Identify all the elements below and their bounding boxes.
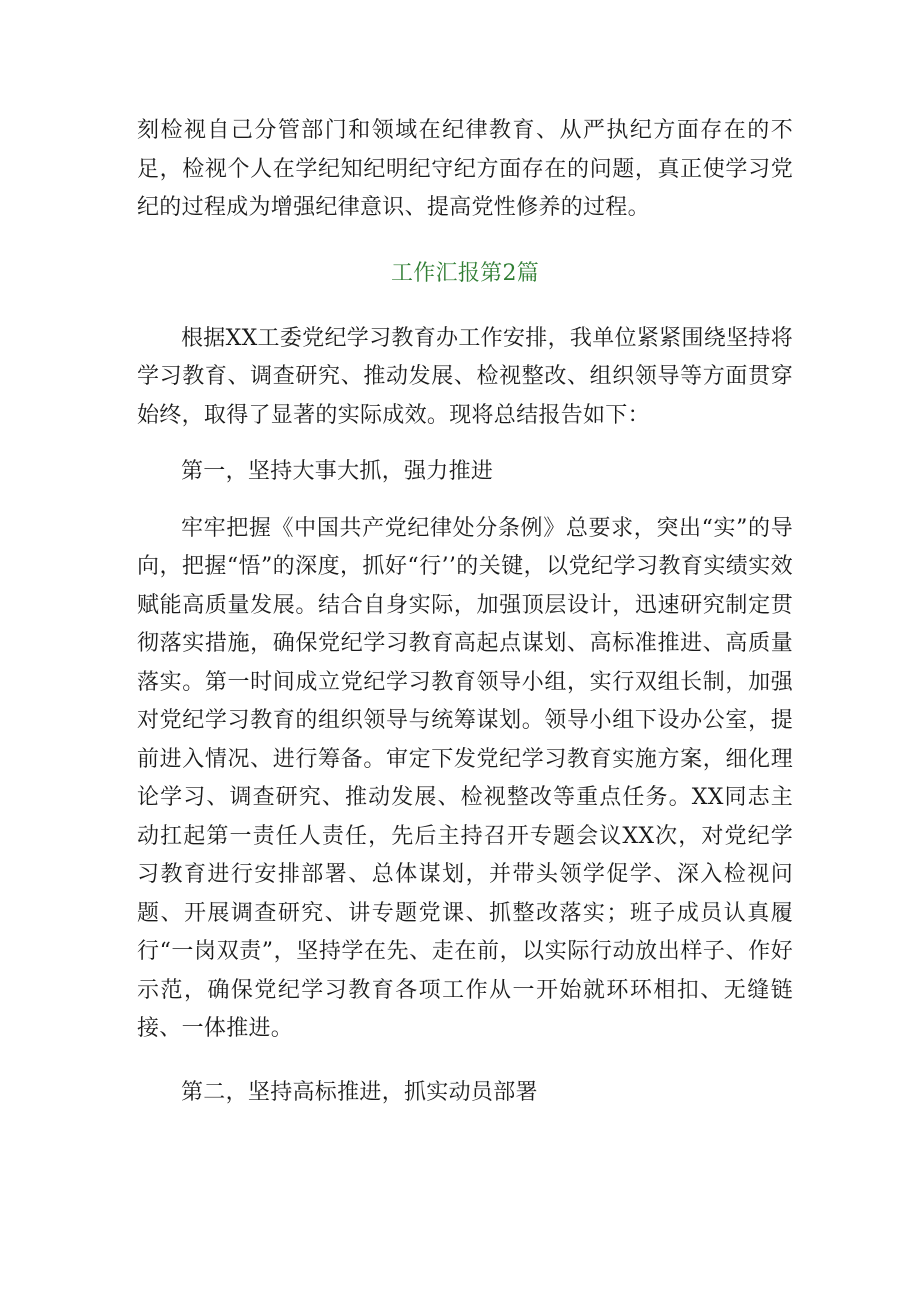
document-body <box>137 112 793 1112</box>
intro-paragraph: 刻检视自己分管部门和领域在纪律教育、从严执纪方面存在的不足，检视个人在学纪知纪明纪守纪方面存在的问题，真正使学习党纪的过程成为增强纪律意识、提高党性修养的过程。 <box>137 118 793 220</box>
section-title: 工作汇报第2篇 <box>390 260 540 286</box>
section-heading-1: 第一，坚持大事大抓，强力推进 <box>181 459 494 484</box>
body-paragraph-1: 牢牢把握《中国共产党纪律处分条例》总要求，突出“实”的导向，把握“悟”的深度，抓好“行’’的关键，以党纪学习教育实绩实效赋能高质量发展。结合自身实际，加强顶层设计，迅速研究制定贯彻落实措施，确保党纪学习教育高起点谋划、高标准推进、高质量落实。第一时间成立党纪学习教育领导小组，实行双组长制，加强对党纪学习教育的组织领导与统筹谋划。领导小组下设办公室，提前进入情况、进行筹备。审定下发党纪学习教育实施方案，细化理论学习、调查研究、推动发展、检视整改等重点任务。XX同志主动扛起第一责任人责任，先后主持召开专题会议XX次，对党纪学习教育进行安排部署、总体谋划，并带头领学促学、深入检视问题、开展调查研究、讲专题党课、抓整改落实；班子成员认真履行“一岗双责”，坚持学在先、走在前，以实际行动放出样子、作好示范，确保党纪学习教育各项工作从一开始就环环相扣、无缝链接、一体推进。 <box>137 515 793 1041</box>
section-heading-2: 第二，坚持高标推进，抓实动员部署 <box>181 1079 538 1105</box>
opening-paragraph: 根据XX工委党纪学习教育办工作安排，我单位紧紧围绕坚持将学习教育、调查研究、推动发展、检视整改、组织领导等方面贯穿始终，取得了显著的实际成效。现将总结报告如下： <box>137 325 793 428</box>
